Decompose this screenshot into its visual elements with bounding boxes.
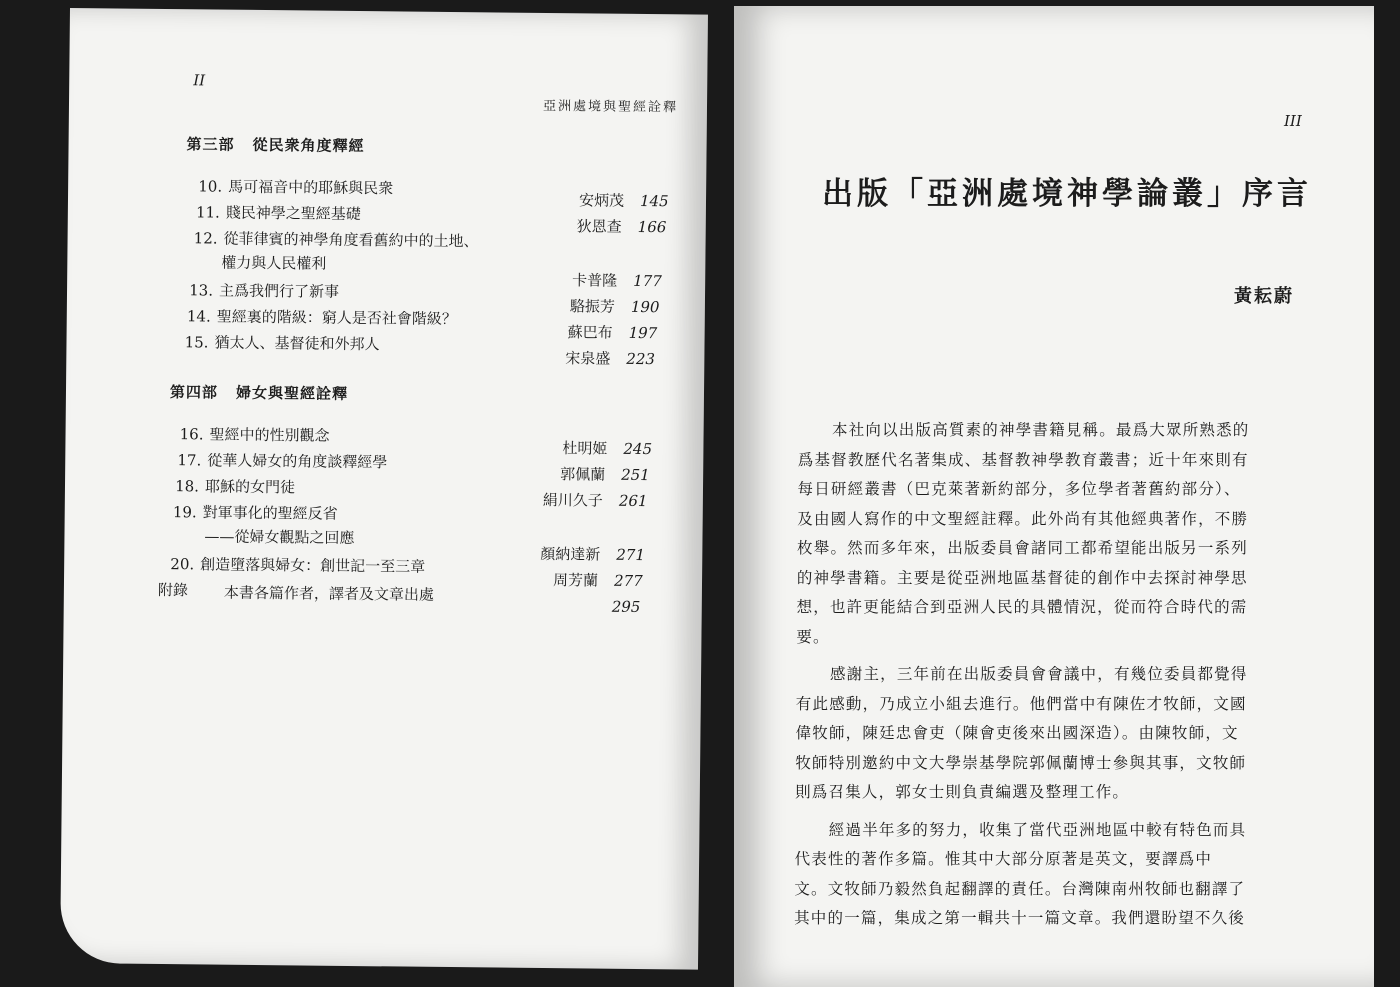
part-four-title: 婦女與聖經詮釋 xyxy=(235,383,349,403)
part-four-heading xyxy=(170,381,348,404)
toc-entry-title: 對軍事化的聖經反省 xyxy=(202,503,338,523)
left-page-number: II xyxy=(193,71,206,90)
appendix-label: 附錄 xyxy=(157,580,189,600)
preface-line: 有此感動，乃成立小組去進行。他們當中有陳佐才牧師，文國 xyxy=(795,694,1247,713)
preface-line: 牧師特別邀約中文大學崇基學院郭佩蘭博士參與其事，文牧師 xyxy=(795,753,1247,772)
toc-entry-14: 14. 聖經裏的階級：窮人是否社會階級？ xyxy=(186,307,457,329)
toc-entry-title: 主爲我們行了新事 xyxy=(218,281,340,301)
right-page xyxy=(734,6,1374,987)
toc-page-number: 271 xyxy=(616,545,646,565)
preface-title: 出版「亞洲處境神學論叢」序言 xyxy=(822,176,1312,212)
toc-entry-15: 15. 猶太人、基督徒和外邦人 xyxy=(184,333,380,354)
preface-line: 經過半年多的努力，收集了當代亞洲地區中較有特色而具 xyxy=(828,820,1247,839)
toc-entry-title: 猶太人、基督徒和外邦人 xyxy=(214,333,380,354)
toc-entry-title: 聖經裏的階級：窮人是否社會階級？ xyxy=(216,307,457,329)
toc-page-number: 166 xyxy=(637,217,667,237)
preface-line: 枚舉。然而多年來，出版委員會諸同工都希望能出版另一系列 xyxy=(797,539,1248,557)
preface-line: 則爲召集人，郭女士則負責編選及整理工作。 xyxy=(795,783,1130,801)
toc-page-number: 177 xyxy=(633,271,662,291)
preface-line: 及由國人寫作的中文聖經註釋。此外尚有其他經典著作，不勝 xyxy=(797,509,1249,528)
toc-entry-title: 耶穌的女門徒 xyxy=(204,477,296,497)
toc-entry-13: 13. 主爲我們行了新事 xyxy=(189,281,340,301)
toc-page-number: 145 xyxy=(639,191,669,211)
toc-author: 杜明姬 xyxy=(562,439,608,458)
part-three-heading xyxy=(186,133,364,156)
part-four-label: 第四部 xyxy=(169,383,219,402)
toc-entry-20: 20. 創造墮落與婦女：創世記一至三章 xyxy=(170,555,426,576)
toc-author: 絹川久子 xyxy=(542,490,603,510)
preface-line: 要。 xyxy=(796,627,830,646)
preface-line: 的神學書籍。主要是從亞洲地區基督徒的創作中去探討神學思 xyxy=(796,568,1248,587)
toc-page-number: 197 xyxy=(628,323,658,343)
appendix-title: 本書各篇作者，譯者及文章出處 xyxy=(223,583,434,604)
toc-author: 蘇巴布 xyxy=(567,323,613,342)
toc-author: 卡普隆 xyxy=(572,271,618,290)
toc-author: 狄恩查 xyxy=(576,217,622,236)
part-three-label: 第三部 xyxy=(186,135,235,154)
right-page-number: III xyxy=(1284,112,1302,130)
toc-entry-19: 19. 對軍事化的聖經反省 xyxy=(172,503,338,523)
preface-line: 本社向以出版高質素的神學書籍見稱。最爲大眾所熟悉的 xyxy=(832,421,1250,439)
toc-page-number: 245 xyxy=(623,439,653,459)
toc-page-number: 277 xyxy=(613,571,643,591)
toc-entry-title: 從菲律賓的神學角度看舊約中的土地、 xyxy=(223,229,479,251)
toc-author: 周芳蘭 xyxy=(552,571,599,590)
toc-entry-title: 賤民神學之聖經基礎 xyxy=(225,203,361,224)
preface-line: 文。文牧師乃毅然負起翻譯的責任。台灣陳南州牧師也翻譯了 xyxy=(794,879,1246,898)
toc-entry-17: 17. 從華人婦女的角度談釋經學 xyxy=(177,451,388,472)
toc-author: 宋泉盛 xyxy=(565,349,611,368)
toc-entry-19-subtitle: ——從婦女觀點之回應 xyxy=(204,527,355,548)
part-three-title: 從民衆角度釋經 xyxy=(252,135,365,156)
preface-line: 其中的一篇，集成之第一輯共十一篇文章。我們還盼望不久後 xyxy=(794,909,1245,927)
toc-author: 駱振芳 xyxy=(569,297,615,316)
toc-entry-12: 12. 從菲律賓的神學角度看舊約中的土地、 xyxy=(193,229,479,251)
preface-line: 偉牧師，陳廷忠會吏（陳會吏後來出國深造）。由陳牧師，文 xyxy=(795,724,1239,742)
toc-entry-title: 馬可福音中的耶穌與民衆 xyxy=(228,177,394,198)
left-page xyxy=(60,8,708,970)
toc-entry-title: 從華人婦女的角度談釋經學 xyxy=(207,451,388,472)
preface-line: 代表性的著作多篇。惟其中大部分原著是英文，要譯爲中 xyxy=(794,850,1213,868)
toc-entry-title: 聖經中的性別觀念 xyxy=(209,425,330,445)
toc-entry-18: 18. 耶穌的女門徒 xyxy=(175,477,296,497)
preface-author: 黃耘蔚 xyxy=(1234,286,1294,307)
toc-page-number: 223 xyxy=(626,349,656,369)
preface-line: 感謝主，三年前在出版委員會會議中，有幾位委員都覺得 xyxy=(830,665,1248,683)
toc-page-number: 261 xyxy=(618,491,648,511)
toc-author: 安炳茂 xyxy=(578,191,625,210)
toc-entry-title: 創造墮落與婦女：創世記一至三章 xyxy=(200,555,426,576)
toc-entry-12-cont: 權力與人民權利 xyxy=(221,253,327,273)
toc-page-number: 251 xyxy=(621,465,650,485)
preface-line: 每日研經叢書（巴克萊著新約部分，多位學者著舊約部分）、 xyxy=(797,480,1241,498)
toc-entry-11: 11. 賤民神學之聖經基礎 xyxy=(195,203,361,224)
appendix-page-number: 295 xyxy=(611,597,641,617)
toc-author: 顏納達新 xyxy=(540,544,601,564)
toc-entry-10: 10. 馬可福音中的耶穌與民衆 xyxy=(198,177,394,198)
preface-line: 想，也許更能結合到亞洲人民的具體情況，從而符合時代的需 xyxy=(796,598,1248,616)
preface-line: 爲基督教歷代名著集成、基督教神學教育叢書；近十年來則有 xyxy=(797,450,1249,469)
running-head: 亞洲處境與聖經詮釋 xyxy=(542,98,679,116)
toc-page-number: 190 xyxy=(630,297,660,317)
toc-author: 郭佩蘭 xyxy=(560,465,606,484)
toc-entry-16: 16. 聖經中的性別觀念 xyxy=(179,425,330,445)
